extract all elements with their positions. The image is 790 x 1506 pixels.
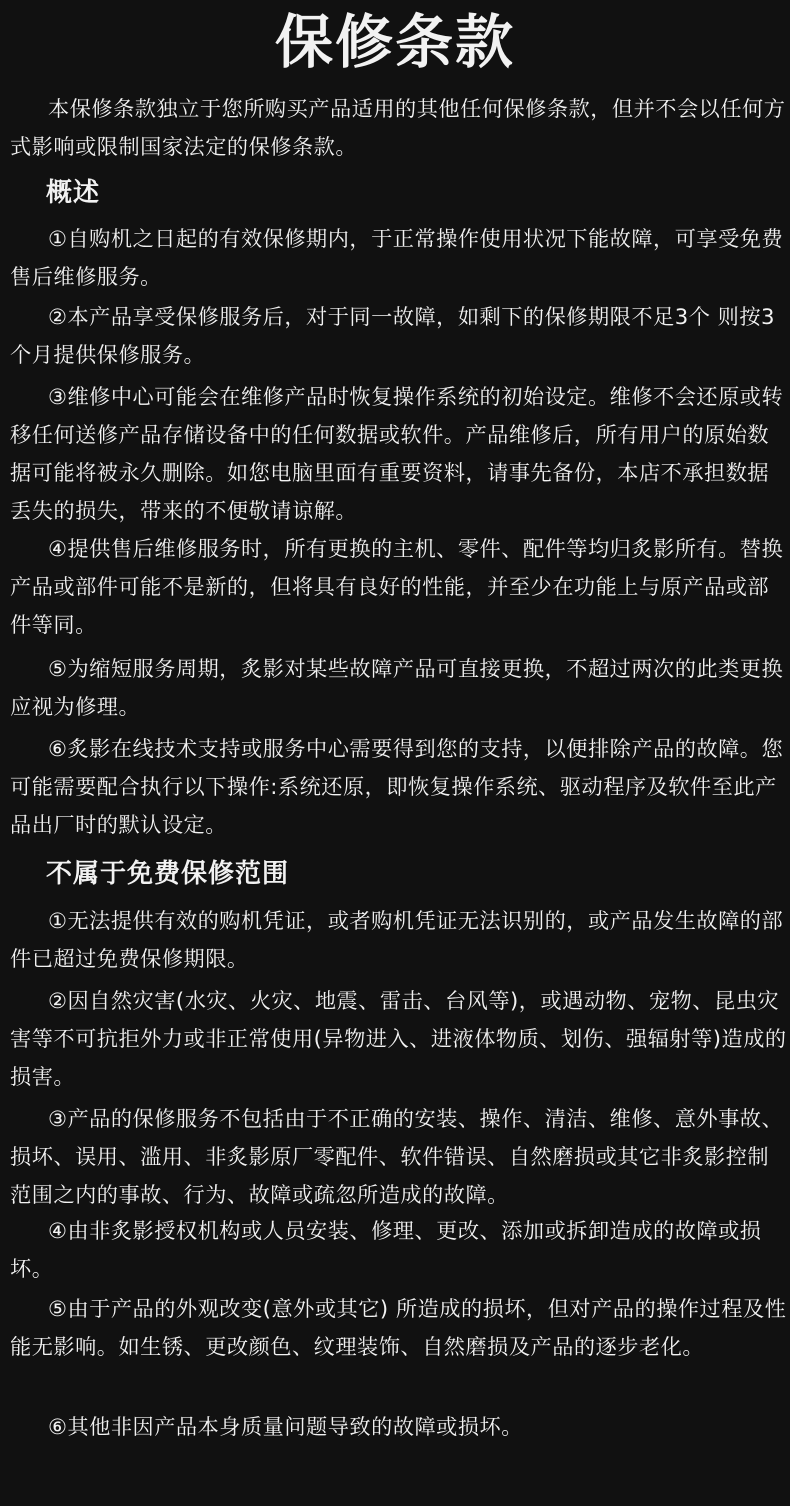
overview-item-4: ④提供售后维修服务时，所有更换的主机、零件、配件等均归炙影所有。替换产品或部件可能不是新的，但将具有良好的性能，并至少在功能上与原产品或部件等同。 [10, 536, 784, 637]
section-heading-not-covered: 不属于免费保修范围 [46, 859, 290, 889]
not-covered-item-4: ④由非炙影授权机构或人员安装、修理、更改、添加或拆卸造成的故障或损坏。 [10, 1218, 762, 1281]
section-heading-overview: 概述 [46, 178, 101, 208]
not-covered-item-2: ②因自然灾害(水灾、火灾、地震、雷击、台风等)，或遇动物、宠物、昆虫灾害等不可抗拒外力或非正常使用(异物进入、进液体物质、划伤、强辐射等)造成的损害。 [10, 988, 787, 1089]
overview-item-1: ①自购机之日起的有效保修期内，于正常操作使用状况下能故障，可享受免费售后维修服务。 [10, 226, 784, 289]
not-covered-item-3: ③产品的保修服务不包括由于不正确的安装、操作、清洁、维修、意外事故、损坏、误用、滥用、非炙影原厂零配件、软件错误、自然磨损或其它非炙影控制范围之内的事故、行为、故障或疏忽所造成的故障。 [10, 1106, 784, 1207]
page-title: 保修条款 [274, 8, 515, 76]
not-covered-item-1: ①无法提供有效的购机凭证，或者购机凭证无法识别的，或产品发生故障的部件已超过免费保修期限。 [10, 908, 784, 971]
overview-item-5: ⑤为缩短服务周期，炙影对某些故障产品可直接更换，不超过两次的此类更换应视为修理。 [10, 656, 784, 719]
not-covered-item-5: ⑤由于产品的外观改变(意外或其它) 所造成的损坏，但对产品的操作过程及性能无影响。如生锈、更改颜色、纹理装饰、自然磨损及产品的逐步老化。 [10, 1296, 787, 1359]
intro-paragraph: 本保修条款独立于您所购买产品适用的其他任何保修条款，但并不会以任何方式影响或限制国家法定的保修条款。 [10, 96, 786, 159]
overview-item-3: ③维修中心可能会在维修产品时恢复操作系统的初始设定。维修不会还原或转移任何送修产品存储设备中的任何数据或软件。产品维修后，所有用户的原始数据可能将被永久删除。如您电脑里面有重要资料，请事先备份，本店不承担数据丢失的损失，带来的不便敬请谅解。 [10, 384, 784, 523]
overview-item-6: ⑥炙影在线技术支持或服务中心需要得到您的支持，以便排除产品的故障。您可能需要配合执行以下操作:系统还原，即恢复操作系统、驱动程序及软件至此产品出厂时的默认设定。 [10, 736, 784, 837]
overview-item-2: ②本产品享受保修服务后，对于同一故障，如剩下的保修期限不足3个 则按3个月提供保修服务。 [10, 304, 776, 367]
not-covered-item-6: ⑥其他非因产品本身质量问题导致的故障或损坏。 [48, 1414, 523, 1439]
